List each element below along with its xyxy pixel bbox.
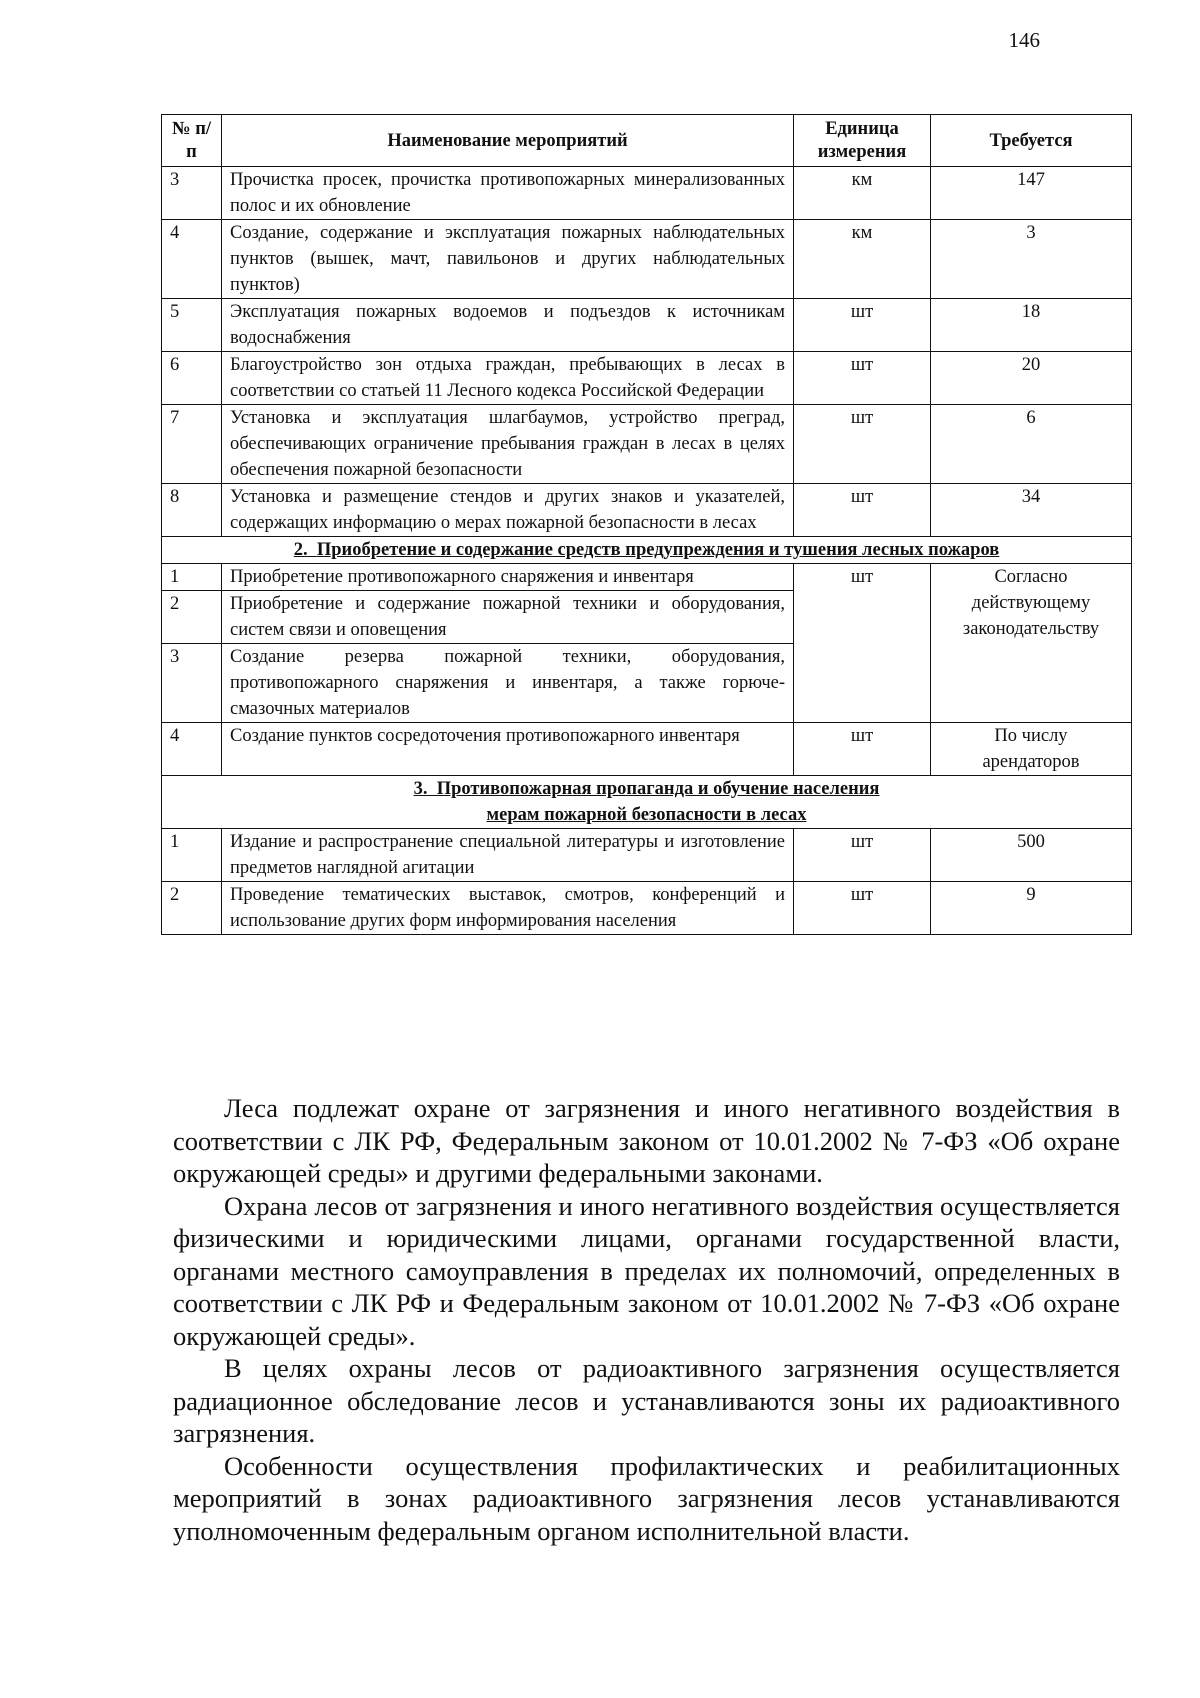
section-2-heading <box>162 537 1132 564</box>
header-unit: Единица измерения <box>794 115 931 167</box>
section-3-title-line1 <box>170 776 1123 802</box>
row-required: 34 <box>931 484 1132 537</box>
paragraph: Особенности осуществления профилактических и реабилитационных мероприятий в зонах радиоактивного загрязнения лесов устанавливаются уполномоченным федеральным органом исполнительной власти. <box>173 1450 1120 1546</box>
row-unit: шт <box>794 829 931 882</box>
table-header-row <box>162 115 1132 167</box>
row-num: 3 <box>162 644 222 723</box>
paragraph: Леса подлежат охране от загрязнения и иного негативного воздействия в соответствии с ЛК РФ, Федеральным законом от 10.01.2002 № 7-ФЗ «Об охране окружающей среды» и другими федеральными законами. <box>173 1093 1120 1188</box>
body-text <box>173 1092 1120 1547</box>
row-num: 4 <box>162 723 222 776</box>
row-name: Приобретение противопожарного снаряжения и инвентаря <box>222 564 794 591</box>
row-name: Установка и эксплуатация шлагбаумов, устройство преград, обеспечивающих ограничение пребывания граждан в лесах в целях обеспечения пожарной безопасности <box>222 405 794 484</box>
row-num: 1 <box>162 564 222 591</box>
table-row <box>162 484 1132 537</box>
shared-unit: шт <box>794 564 931 723</box>
section-2-title: Приобретение и содержание средств предупреждения и тушения лесных пожаров <box>316 540 1000 560</box>
paragraph: В целях охраны лесов от радиоактивного загрязнения осуществляется радиационное обследование лесов и устанавливаются зоны их радиоактивного загрязнения. <box>173 1353 1120 1448</box>
row-name: Создание резерва пожарной техники, оборудования, противопожарного снаряжения и инвентаря, а также горюче-смазочных материалов <box>222 644 794 723</box>
table-row <box>162 723 1132 776</box>
page-number: 146 <box>1008 28 1040 52</box>
row-num: 2 <box>162 591 222 644</box>
header-num: № п/п <box>162 115 222 167</box>
section-heading-row <box>162 537 1132 564</box>
section-3-title: Противопожарная пропаганда и обучение населения <box>436 779 880 799</box>
row-name: Издание и распространение специальной литературы и изготовление предметов наглядной агитации <box>222 829 794 882</box>
row-required: 147 <box>931 167 1132 220</box>
paragraph: Охрана лесов от загрязнения и иного негативного воздействия осуществляется физическими и юридическими лицами, органами государственной власти, органами местного самоуправления в пределах их полномочий, определенных в соответствии с ЛК РФ и Федеральным законом от 10.01.2002 № 7-ФЗ «Об охране окружающей среды». <box>173 1190 1120 1351</box>
row-name: Эксплуатация пожарных водоемов и подъездов к источникам водоснабжения <box>222 299 794 352</box>
header-name: Наименование мероприятий <box>222 115 794 167</box>
row-required: 500 <box>931 829 1132 882</box>
row-required: 18 <box>931 299 1132 352</box>
row-required: 20 <box>931 352 1132 405</box>
row-name: Установка и размещение стендов и других знаков и указателей, содержащих информацию о мерах пожарной безопасности в лесах <box>222 484 794 537</box>
row-required: 6 <box>931 405 1132 484</box>
row-unit: шт <box>794 405 931 484</box>
section-3-number: 3. <box>413 779 428 799</box>
row-name: Проведение тематических выставок, смотров, конференций и использование других форм информирования населения <box>222 882 794 935</box>
row-unit: км <box>794 220 931 299</box>
table-row <box>162 299 1132 352</box>
table-row <box>162 564 1132 591</box>
row-unit: шт <box>794 352 931 405</box>
table-row <box>162 829 1132 882</box>
section-2-number: 2. <box>293 540 308 560</box>
row-name: Создание пунктов сосредоточения противопожарного инвентаря <box>222 723 794 776</box>
row-required: 3 <box>931 220 1132 299</box>
row-num: 8 <box>162 484 222 537</box>
table-row <box>162 882 1132 935</box>
measures-table <box>161 114 1132 935</box>
row-unit: шт <box>794 299 931 352</box>
section-3-heading <box>162 776 1132 829</box>
shared-required: Согласно действующему законодательству <box>931 564 1132 723</box>
row-num: 2 <box>162 882 222 935</box>
row-name: Благоустройство зон отдыха граждан, пребывающих в лесах в соответствии со статьей 11 Лесного кодекса Российской Федерации <box>222 352 794 405</box>
row-num: 1 <box>162 829 222 882</box>
row-unit: шт <box>794 723 931 776</box>
table-row <box>162 220 1132 299</box>
row-num: 7 <box>162 405 222 484</box>
header-required: Требуется <box>931 115 1132 167</box>
row-num: 4 <box>162 220 222 299</box>
row-num: 6 <box>162 352 222 405</box>
row-unit: шт <box>794 882 931 935</box>
table-row <box>162 352 1132 405</box>
row-num: 3 <box>162 167 222 220</box>
table-row <box>162 405 1132 484</box>
section-3-title-line2: мерам пожарной безопасности в лесах <box>486 805 807 825</box>
section-heading-row <box>162 776 1132 829</box>
row-name: Создание, содержание и эксплуатация пожарных наблюдательных пунктов (вышек, мачт, павильонов и других наблюдательных пунктов) <box>222 220 794 299</box>
row-num: 5 <box>162 299 222 352</box>
table-row <box>162 167 1132 220</box>
row-required: 9 <box>931 882 1132 935</box>
row-name: Приобретение и содержание пожарной техники и оборудования, систем связи и оповещения <box>222 591 794 644</box>
row-unit: км <box>794 167 931 220</box>
row-unit: шт <box>794 484 931 537</box>
row-required: По числу арендаторов <box>931 723 1132 776</box>
row-name: Прочистка просек, прочистка противопожарных минерализованных полос и их обновление <box>222 167 794 220</box>
